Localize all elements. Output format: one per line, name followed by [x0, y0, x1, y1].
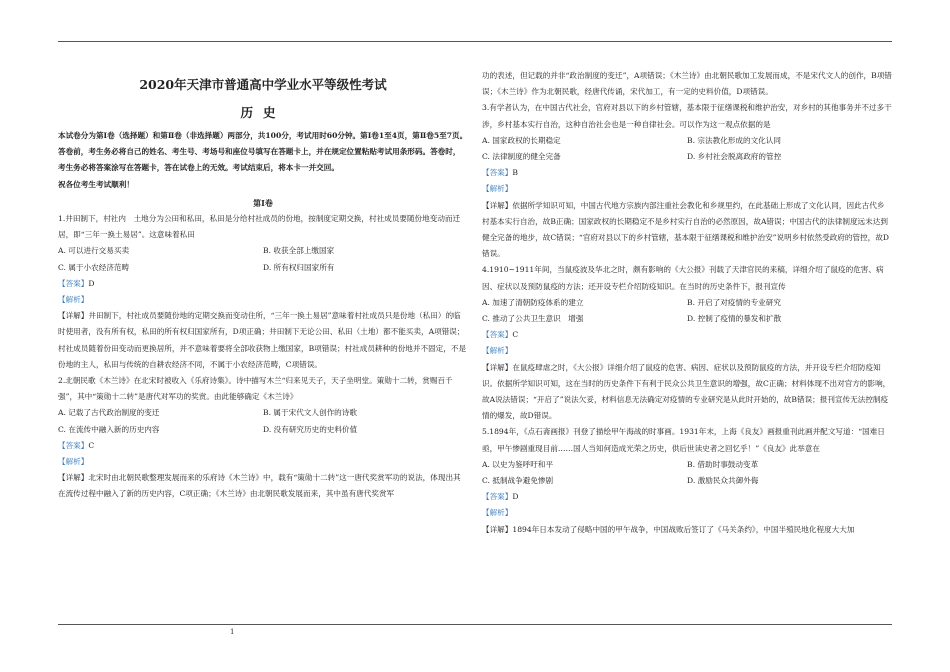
option: B. 开启了对疫情的专业研究	[687, 297, 781, 307]
footer-rule	[58, 624, 892, 625]
detail-text: 【详解】北宋时由北朝民歌整理发展而来的乐府诗《木兰诗》中，载有“策勋十二转”这一唐代奖赏军功的说法，体现出其在流传过程中融入了新的历史内容，C项正确；《木兰诗》由北朝民歌发展而来，其中虽有唐代奖赏军	[58, 473, 461, 499]
options-grid	[58, 405, 468, 437]
options-grid	[482, 457, 892, 489]
analysis-label: 【解析】	[482, 184, 513, 194]
left-column	[58, 68, 468, 503]
analysis-label: 【解析】	[482, 508, 513, 518]
option: D. 控制了疫情的暴发和扩散	[687, 314, 782, 324]
option: A. 加速了清朝防疫体系的建立	[482, 297, 584, 307]
detail-text: 【详解】井田制下，村社成员要随份地的定期交换而变动住所，“三年一换土易居”意味着村社成员只是份地（私田）的临时使用者，没有所有权，私田的所有权归国家所有，D项正确；井田制下无论公田、私田（土地）都不能买卖，A项错误；村社成员随着份田变动而更换居所，并不意味着要将全部收获物上缴国家，B项错误；村社成员耕种的份地并不固定，不是份地的主人，私田与传统的自耕农经济不同，不属于小农经济范畴，C项错误。	[58, 311, 467, 369]
option: A. 国家政权的长期稳定	[482, 135, 561, 145]
intro-paragraph: 本试卷分为第Ⅰ卷（选择题）和第Ⅱ卷（非选择题）两部分，共100分，考试用时60分钟。第Ⅰ卷1至4页，第Ⅱ卷5至7页。	[58, 131, 468, 140]
question-stem: 1.井田制下，村社内 土地分为公田和私田，私田是分给村社成员的份地，按制度定期交换，村社成员要随份地变动而迁居，即“三年一换土易居”。这意味着私田	[58, 214, 461, 240]
option: B. 属于宋代文人创作的诗歌	[263, 408, 357, 418]
option: D. 没有研究历史的史料价值	[263, 424, 358, 434]
answer-line: 【答案】C	[58, 440, 95, 450]
question-stem: 3.有学者认为，在中国古代社会，官府对县以下的乡村管辖，基本限于征缮课税和维护治安，对乡村的其他事务并不过多干涉，乡村基本实行自治，这种自治社会也是一种自律社会。可以作为这一观点依据的是	[482, 103, 892, 129]
option: D. 乡村社会脱离政府的管控	[687, 152, 782, 162]
option: D. 激励民众共御外侮	[687, 476, 759, 486]
section-heading: 第Ⅰ卷	[253, 197, 273, 208]
option: A. 可以进行交易买卖	[58, 246, 130, 256]
answer-line: 【答案】D	[482, 492, 519, 502]
right-column	[482, 68, 892, 538]
detail-text: 功的表述，但记载的并非“政治制度的变迁”，A项错误；《木兰诗》由北朝民歌加工发展而成，不是宋代文人的创作，B项错误；《木兰诗》作为北朝民歌，经唐代传诵，宋代加工，有一定的史料价值，D项错误。	[482, 71, 892, 97]
option: C. 法律制度的健全完备	[482, 152, 561, 162]
question-stem: 2.北朝民歌《木兰诗》在北宋时被收入《乐府诗集》。诗中描写木兰“归来见天子，天子坐明堂。策勋十二转，赏赐百千强”，其中“策勋十二转”是唐代对军功的奖赏。由此能够确定《木兰诗》	[58, 376, 453, 402]
options-grid	[482, 295, 892, 327]
question-stem: 5.1894年，《点石斋画报》刊登了描绘甲午海战的时事画。1931年末，上海《良友》画报重刊此画并配文写道：“国难日亟，甲午惨剧重现目前……国人当知何造成光荣之历史，供后世读史者之回忆乎！”《良友》此举意在	[482, 427, 885, 453]
option: C. 抵制战争避免惨剧	[482, 476, 554, 486]
option: D. 所有权归国家所有	[263, 262, 335, 272]
answer-line: 【答案】C	[482, 330, 519, 340]
option: A. 记载了古代政治制度的变迁	[58, 408, 160, 418]
header-rule	[58, 41, 892, 42]
analysis-label: 【解析】	[58, 295, 89, 305]
intro-blessing: 祝各位考生考试顺利！	[58, 179, 134, 189]
option: C. 属于小农经济范畴	[58, 262, 130, 272]
analysis-label: 【解析】	[482, 346, 513, 356]
detail-text: 【详解】在鼠疫肆虐之时，《大公报》详细介绍了鼠疫的危害、病因、症状以及预防鼠疫的方法，并开设专栏介绍防疫知识。依据所学知识可知，这在当时的历史条件下有利于民众公共卫生意识的增强，故C正确；材料体现不出对官方的影响，故A说法错误；“开启了”说法欠妥，材料信息无法确定对疫情的专业研究是从此时开始的，故B错误；报刊宣传无法控制疫情的爆发，故D错误。	[482, 362, 891, 421]
option: B. 宗法教化形成的文化认同	[687, 135, 781, 145]
answer-line: 【答案】B	[482, 168, 518, 178]
exam-title: 2020年天津市普通高中学业水平等级性考试	[139, 77, 387, 92]
options-grid	[58, 243, 468, 275]
option: A. 以史为鉴呼吁和平	[482, 459, 554, 469]
answer-line: 【答案】D	[58, 278, 95, 288]
detail-text: 【详解】依据所学知识可知，中国古代地方宗族内部注重社会教化和乡规里约，在此基础上形成了文化认同，因此古代乡村基本实行自治，故B正确；国家政权的长期稳定不是乡村实行自治的必然原因，故A错误；中国古代的法律制度远未达到健全完备的地步，故C错误；“官府对县以下的乡村管辖，基本限于征缮课税和维护治安”说明乡村依然受政府的管控，故D错误。	[482, 200, 889, 259]
option: C. 在流传中融入新的历史内容	[58, 424, 160, 434]
option: B. 借助时事鼓动变革	[687, 459, 759, 469]
exam-subject: 历史	[240, 105, 286, 120]
option: B. 收获全部上缴国家	[263, 246, 335, 256]
question-stem: 4.1910~1911年间，当鼠疫波及华北之时，颇有影响的《大公报》刊载了天津官民的来稿，详细介绍了鼠疫的危害、病因、症状以及预防鼠疫的方法；还开设专栏介绍防疫知识。在当时的历史条件下，报刊宣传	[482, 265, 884, 291]
analysis-label: 【解析】	[58, 457, 89, 467]
option: C. 推动了公共卫生意识 增强	[482, 314, 584, 324]
page-number: 1	[230, 628, 235, 636]
options-grid	[482, 133, 892, 165]
intro-paragraph: 答卷前，考生务必将自己的姓名、考生号、考场号和座位号填写在答题卡上，并在规定位置粘贴考试用条形码。答卷时，考生务必将答案涂写在答题卡，答在试卷上的无效。考试结束后，将本卡一并交回。	[58, 147, 461, 173]
detail-text: 【详解】1894年日本发动了侵略中国的甲午战争，中国战败后签订了《马关条约》，中国半殖民地化程度大大加	[482, 524, 855, 534]
